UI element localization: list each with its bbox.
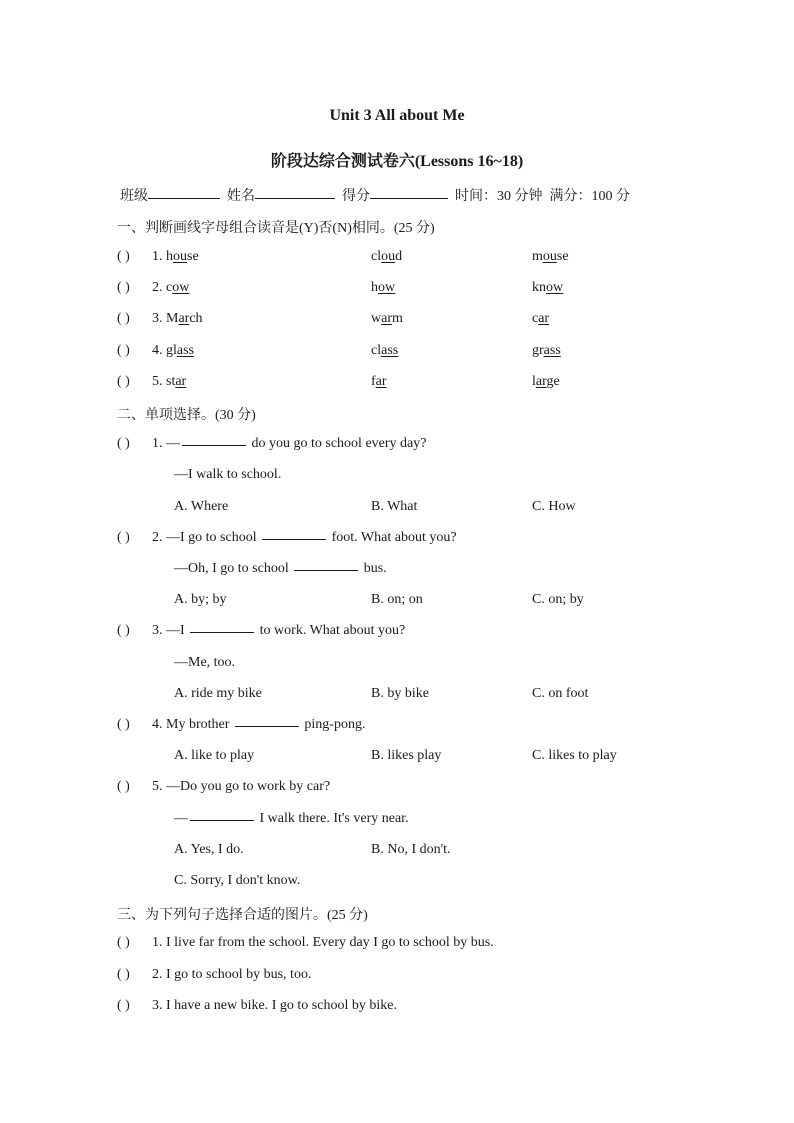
option-a[interactable]: A. like to play [174,748,255,763]
fill-blank[interactable] [182,444,246,446]
word: 2. cow [152,280,190,295]
underlined-letters: ar [535,374,547,389]
option-a[interactable]: A. Where [174,499,229,514]
word: car [532,311,550,326]
fill-blank[interactable] [190,819,254,821]
option-c[interactable]: C. likes to play [532,748,617,763]
underlined-letters: ass [381,343,399,358]
section3-heading: 三、为下列句子选择合适的图片。(25 分) [117,908,368,923]
underlined-letters: ar [175,374,187,389]
option-b[interactable]: B. What [371,499,418,514]
word: know [532,280,564,295]
fill-blank[interactable] [190,631,254,633]
answer-paren[interactable]: ( ) [117,623,130,638]
answer-paren[interactable]: ( ) [117,998,130,1013]
underlined-letters: ass [176,343,195,358]
fill-blank[interactable] [262,538,326,540]
word: cloud [371,249,403,264]
question-line: 3. —I to work. What about you? [152,623,406,638]
answer-paren[interactable]: ( ) [117,343,130,358]
full-score-label: 满分：100 分 [549,189,630,204]
section2-heading: 二、单项选择。(30 分) [117,408,256,423]
answer-paren[interactable]: ( ) [117,935,130,950]
word: 1. house [152,249,199,264]
underlined-letters: ow [546,280,564,295]
underlined-letters: ar [178,311,190,326]
score-field[interactable] [370,197,448,199]
sentence: 1. I live far from the school. Every day I go to school by bus. [152,935,494,950]
answer-paren[interactable]: ( ) [117,530,130,545]
answer-paren[interactable]: ( ) [117,436,130,451]
word: grass [532,343,561,358]
underlined-letters: ou [173,249,187,264]
question-line: 4. My brother ping-pong. [152,717,366,732]
option-c[interactable]: C. on foot [532,686,589,701]
question-line: 1. — do you go to school every day? [152,436,427,451]
name-label: 姓名 [227,189,255,204]
info-line [120,185,630,205]
option-b[interactable]: B. No, I don't. [371,842,451,857]
word: 4. glass [152,343,195,358]
question-line: —Oh, I go to school bus. [174,561,387,576]
option-b[interactable]: B. likes play [371,748,442,763]
option-a[interactable]: A. by; by [174,592,227,607]
sentence: 2. I go to school by bus, too. [152,967,312,982]
section1-heading: 一、判断画线字母组合读音是(Y)否(N)相同。(25 分) [117,221,435,236]
fill-blank[interactable] [294,569,358,571]
word: class [371,343,399,358]
class-label: 班级 [120,189,148,204]
option-a[interactable]: A. Yes, I do. [174,842,244,857]
question-line: 5. —Do you go to work by car? [152,779,331,794]
underlined-letters: ar [375,374,387,389]
question-line: 2. —I go to school foot. What about you? [152,530,457,545]
answer-paren[interactable]: ( ) [117,779,130,794]
score-label: 得分 [342,189,370,204]
page-title: Unit 3 All about Me [329,107,465,124]
underlined-letters: ar [538,311,550,326]
answer-paren[interactable]: ( ) [117,311,130,326]
option-c[interactable]: C. Sorry, I don't know. [174,873,301,888]
answer-paren[interactable]: ( ) [117,374,130,389]
answer-paren[interactable]: ( ) [117,280,130,295]
underlined-letters: ass [543,343,561,358]
question-line: —I walk to school. [174,467,282,482]
option-c[interactable]: C. on; by [532,592,584,607]
word: 3. March [152,311,203,326]
word: far [371,374,387,389]
word: mouse [532,249,569,264]
option-b[interactable]: B. on; on [371,592,423,607]
class-field[interactable] [148,197,220,199]
answer-paren[interactable]: ( ) [117,249,130,264]
underlined-letters: ou [381,249,396,264]
underlined-letters: ow [378,280,396,295]
underlined-letters: ow [172,280,190,295]
word: 5. star [152,374,187,389]
fill-blank[interactable] [235,725,299,727]
option-c[interactable]: C. How [532,499,576,514]
underlined-letters: ar [381,311,393,326]
sentence: 3. I have a new bike. I go to school by bike. [152,998,397,1013]
time-label: 时间：30 分钟 [455,189,543,204]
page-subtitle: 阶段达综合测试卷六(Lessons 16~18) [270,153,524,170]
underlined-letters: ou [542,249,557,264]
word: warm [371,311,403,326]
question-line: — I walk there. It's very near. [174,811,409,826]
name-field[interactable] [255,197,335,199]
answer-paren[interactable]: ( ) [117,967,130,982]
word: large [532,374,560,389]
question-line: —Me, too. [174,655,236,670]
word: how [371,280,396,295]
option-a[interactable]: A. ride my bike [174,686,262,701]
option-b[interactable]: B. by bike [371,686,429,701]
answer-paren[interactable]: ( ) [117,717,130,732]
